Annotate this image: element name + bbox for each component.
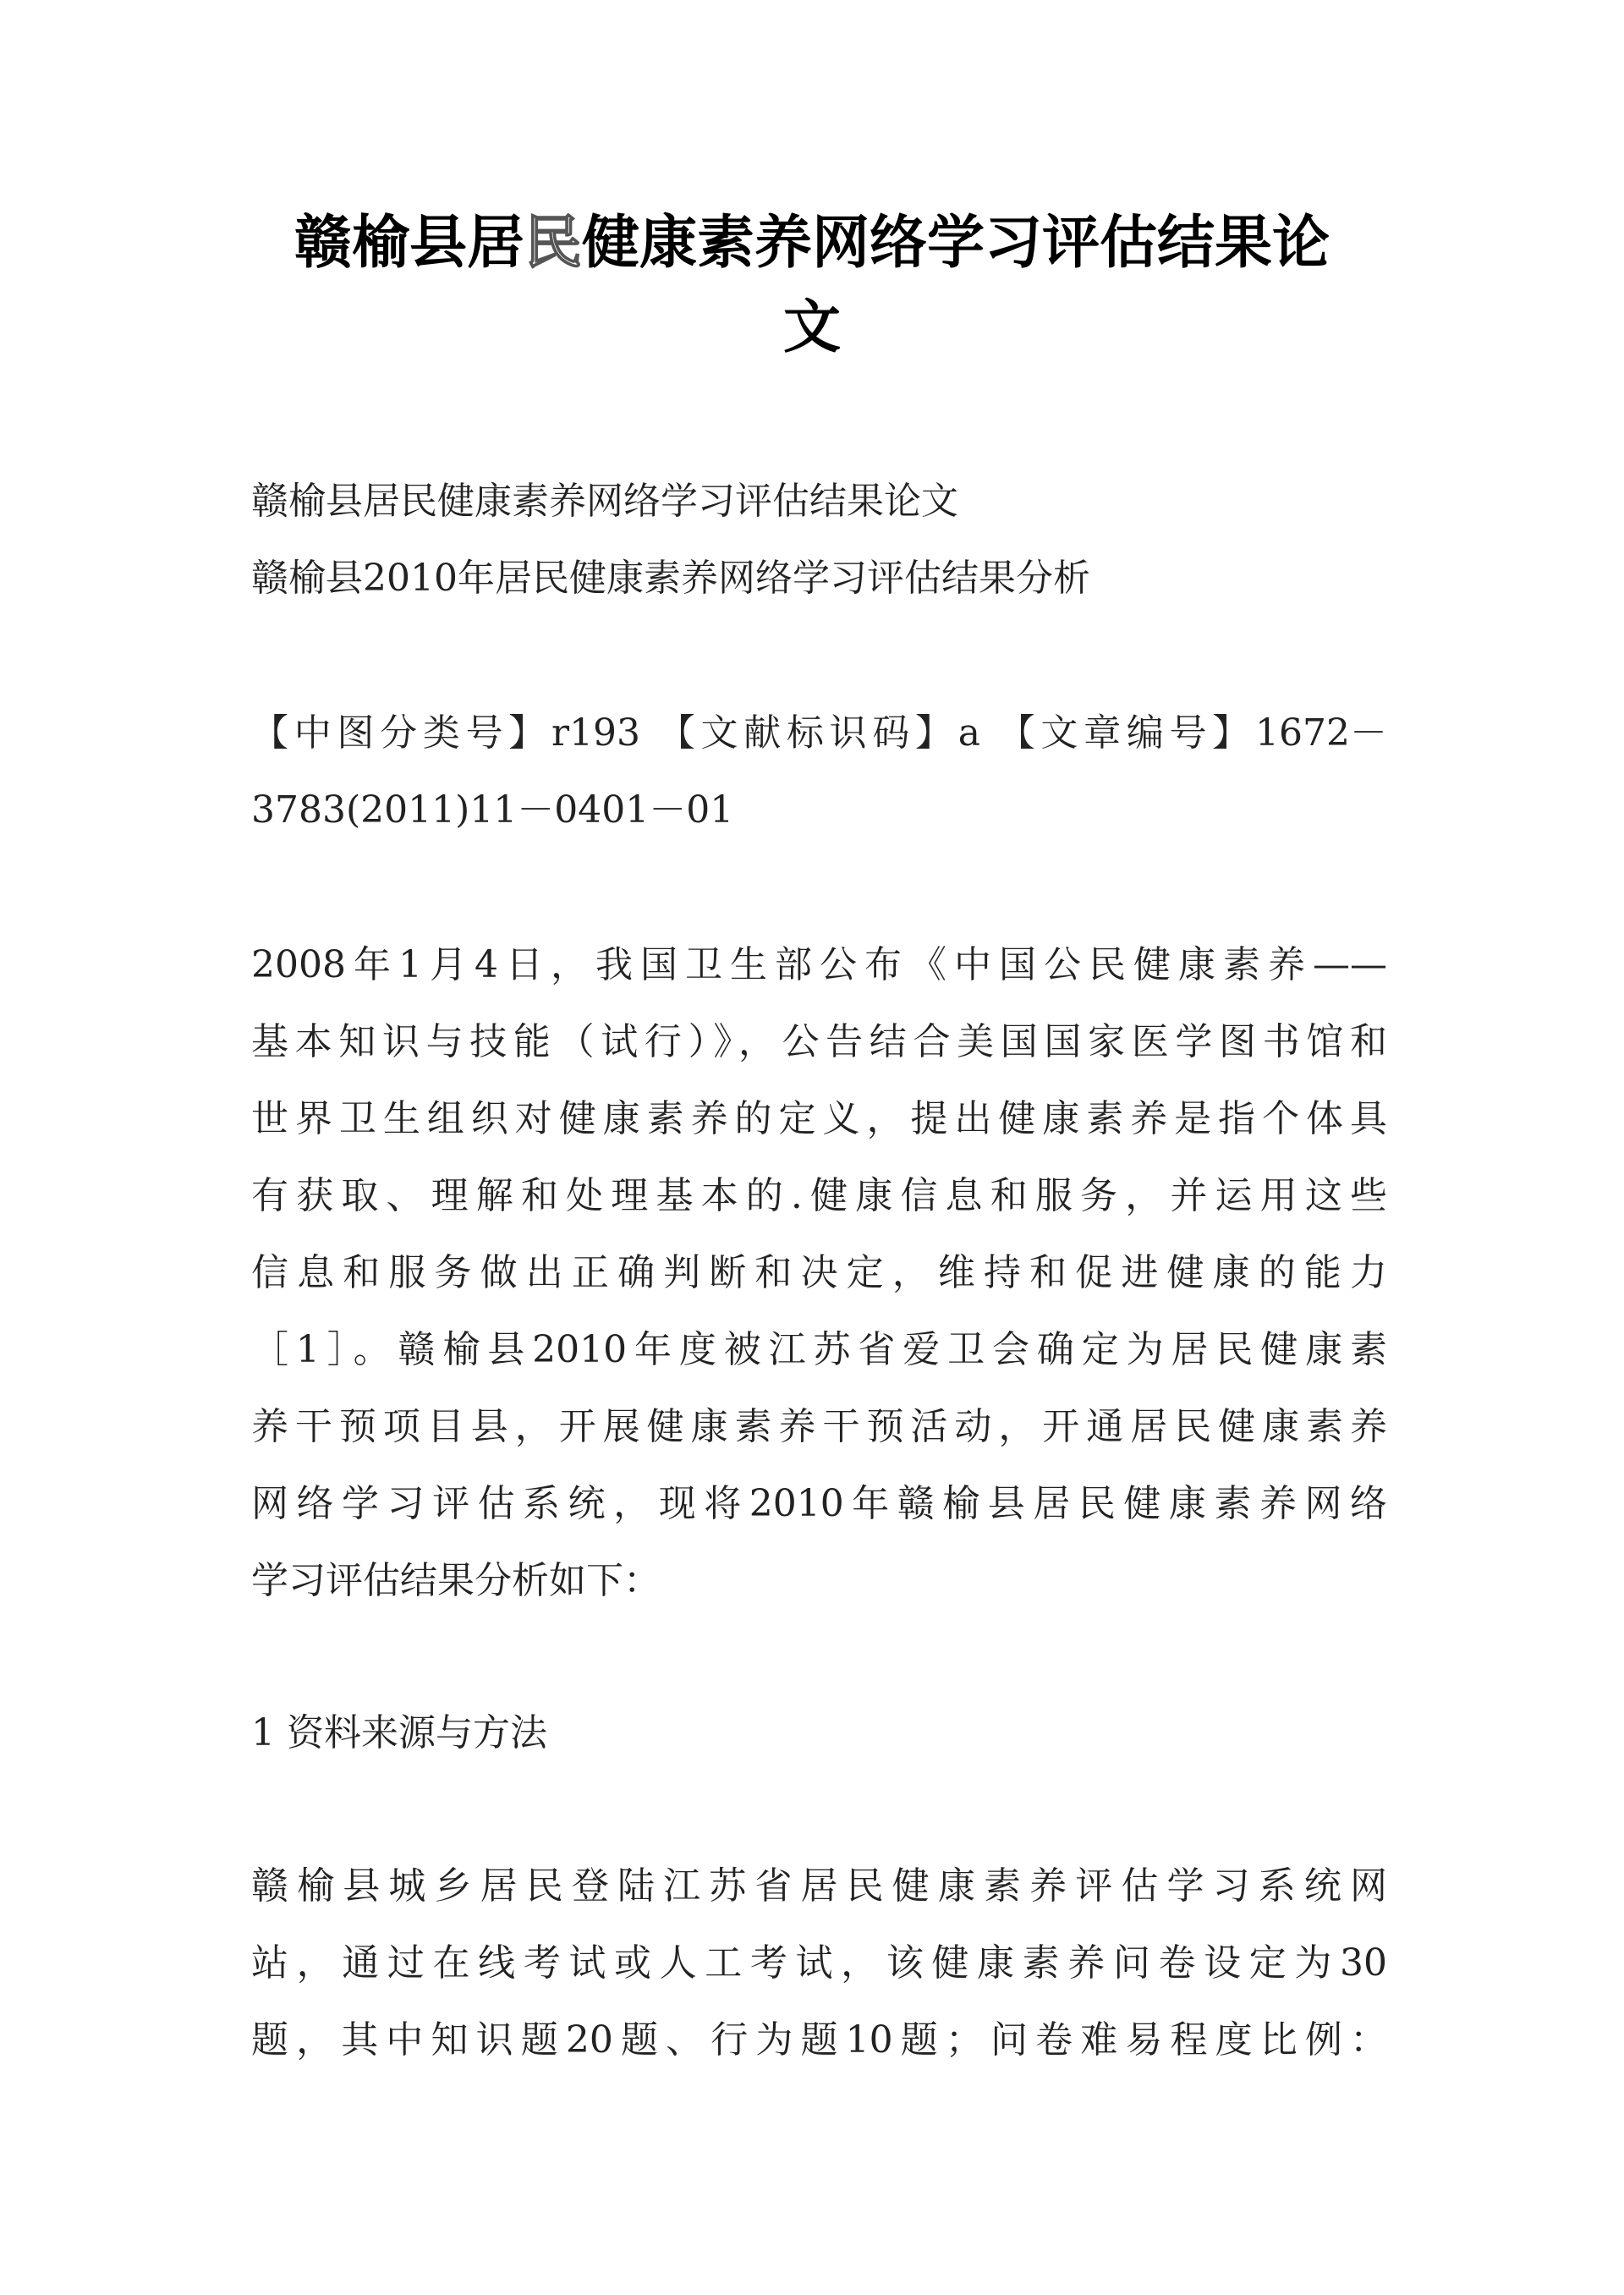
paragraph-line: 站，通过在线考试或人工考试，该健康素养问卷设定为30 [251,1941,1387,1985]
section-heading: 1 资料来源与方法 [251,1711,547,1754]
paragraph-line: ［1］。赣榆县2010年度被江苏省爱卫会确定为居民健康素 [251,1328,1387,1371]
title-highlight-char: 民 [524,210,582,277]
paragraph-line: 网络学习评估系统，现将2010年赣榆县居民健康素养网络 [251,1482,1387,1525]
document-title [0,201,1624,286]
subtitle: 赣榆县2010年居民健康素养网络学习评估结果分析 [251,557,1090,600]
paragraph-line: 学习评估结果分析如下： [251,1559,661,1602]
paragraph-line: 题，其中知识题20题、行为题10题；问卷难易程度比例： [251,2018,1387,2062]
document-title-line2: 文 [782,294,841,361]
meta-line: 3783(2011)11－0401－01 [251,788,734,832]
paragraph-line: 有获取、理解和处理基本的.健康信息和服务，并运用这些 [251,1174,1387,1217]
meta-line: 【中图分类号】r193 【文献标识码】a 【文章编号】1672－ [251,711,1387,755]
paragraph-line: 赣榆县城乡居民登陆江苏省居民健康素养评估学习系统网 [251,1864,1387,1908]
subtitle: 赣榆县居民健康素养网络学习评估结果论文 [251,480,958,523]
paragraph-line: 世界卫生组织对健康素养的定义，提出健康素养是指个体具 [251,1097,1387,1140]
title-text: 健康素养网络学习评估结果论 [582,210,1330,277]
paragraph-line: 养干预项目县，开展健康素养干预活动，开通居民健康素养 [251,1405,1387,1448]
paragraph-line: 2008年1月4日，我国卫生部公布《中国公民健康素养—— [251,943,1387,986]
paragraph-line: 信息和服务做出正确判断和决定，维持和促进健康的能力 [251,1251,1387,1294]
title-text: 赣榆县居 [294,210,524,277]
paragraph-line: 基本知识与技能（试行）》，公告结合美国国家医学图书馆和 [251,1020,1387,1063]
